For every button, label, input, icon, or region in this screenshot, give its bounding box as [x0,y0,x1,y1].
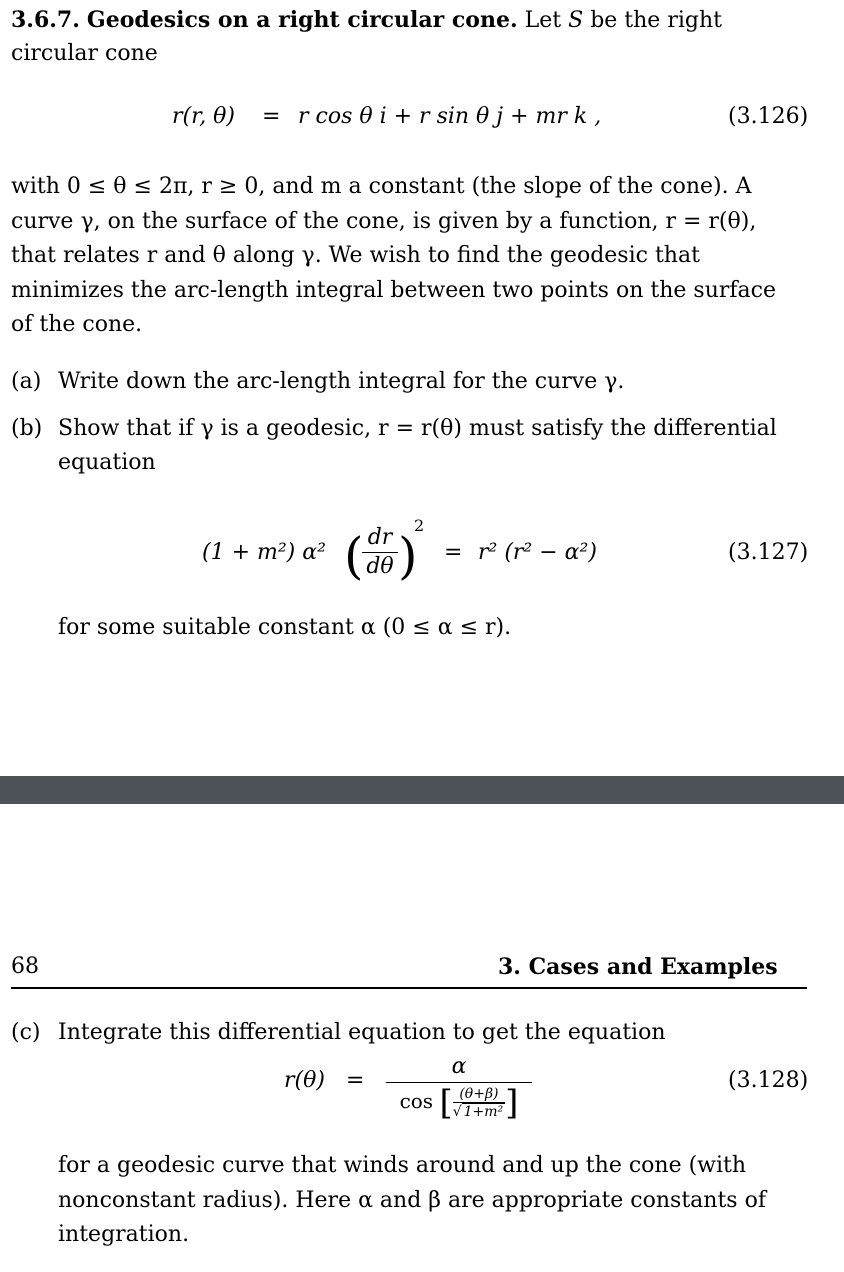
item-c-label: (c) [11,1020,41,1045]
equation-3-126-rhs: r cos θ i + r sin θ j + mr k , [298,104,602,129]
eq128-numerator: α [386,1052,532,1083]
paragraph-1-line: with 0 ≤ θ ≤ 2π, r ≥ 0, and m a constant (the slope of the cone). A [11,174,752,199]
running-head-chapter: 3. Cases and Examples [498,954,778,980]
section-number: 3.6.7. [11,7,80,33]
intro-line-2: circular cone [11,41,158,66]
paragraph-1-line: minimizes the arc-length integral between two points on the surface [11,277,776,303]
item-c-text: Integrate this differential equation to get the equation [58,1020,666,1045]
item-a-text: Write down the arc-length integral for the curve γ. [58,369,625,394]
equation-3-127-lhs-prefix: (1 + m²) α² [202,540,326,565]
eq128-sqrt-content: 1+m² [463,1103,504,1120]
intro-text-pre: Let [524,8,562,33]
after-equation-127: for some suitable constant α (0 ≤ α ≤ r). [58,615,512,640]
eq128-inner-numerator: (θ+β) [453,1086,505,1103]
paragraph-c-line: for a geodesic curve that winds around and up the cone (with [58,1153,747,1178]
fraction-numerator: dr [362,524,398,553]
equation-3-128-equals: = [346,1068,365,1093]
eq128-left-bracket: [ [439,1082,453,1123]
eq128-cos: cos [399,1089,434,1113]
section-heading-line [11,3,722,39]
equation-3-127-right-paren: ) [398,527,418,585]
section-title: Geodesics on a right circular cone. [86,7,518,33]
equation-3-127-fraction [362,524,398,581]
eq128-inner-fraction [453,1086,505,1120]
header-rule [11,987,807,989]
paragraph-c [58,1149,808,1253]
item-a-label: (a) [11,369,42,394]
equation-3-127-left-paren: ( [344,527,364,585]
intro-text-post: be the right [590,8,722,33]
equation-3-126-equals: = [262,104,281,129]
intro-symbol-s: S [568,8,584,33]
page-number: 68 [11,954,39,979]
equation-3-126-lhs [172,104,235,129]
equation-3-127-rhs: r² (r² − α²) [478,540,597,565]
eq128-denominator [386,1082,532,1123]
paragraph-1-line: that relates r and θ along γ. We wish to find the geodesic that [11,243,700,268]
item-b-label: (b) [11,416,43,441]
equation-3-128-fraction [386,1052,532,1123]
equation-3-126-number: (3.126) [728,104,809,129]
eq126-lhs-text: r(r, θ) [172,104,236,129]
item-b-text-1: Show that if γ is a geodesic, r = r(θ) must satisfy the differential [58,416,777,441]
equation-3-127-equals: = [444,540,463,565]
equation-3-128-number: (3.128) [728,1068,809,1093]
item-b-text-2: equation [58,450,156,475]
paragraph-1 [11,170,807,343]
paragraph-1-line: of the cone. [11,312,143,337]
fraction-denominator: dθ [366,554,394,579]
equation-3-128-lhs: r(θ) [284,1068,325,1093]
equation-3-127-exponent: 2 [414,516,425,535]
paragraph-c-line: nonconstant radius). Here α and β are appropriate constants of [58,1187,766,1213]
eq128-inner-denominator: √ 1+m² [452,1103,504,1120]
page-divider [0,776,844,804]
paragraph-c-line: integration. [58,1222,190,1247]
eq128-right-bracket: ] [505,1082,519,1123]
paragraph-1-line: curve γ, on the surface of the cone, is given by a function, r = r(θ), [11,208,757,234]
equation-3-127-number: (3.127) [728,540,809,565]
